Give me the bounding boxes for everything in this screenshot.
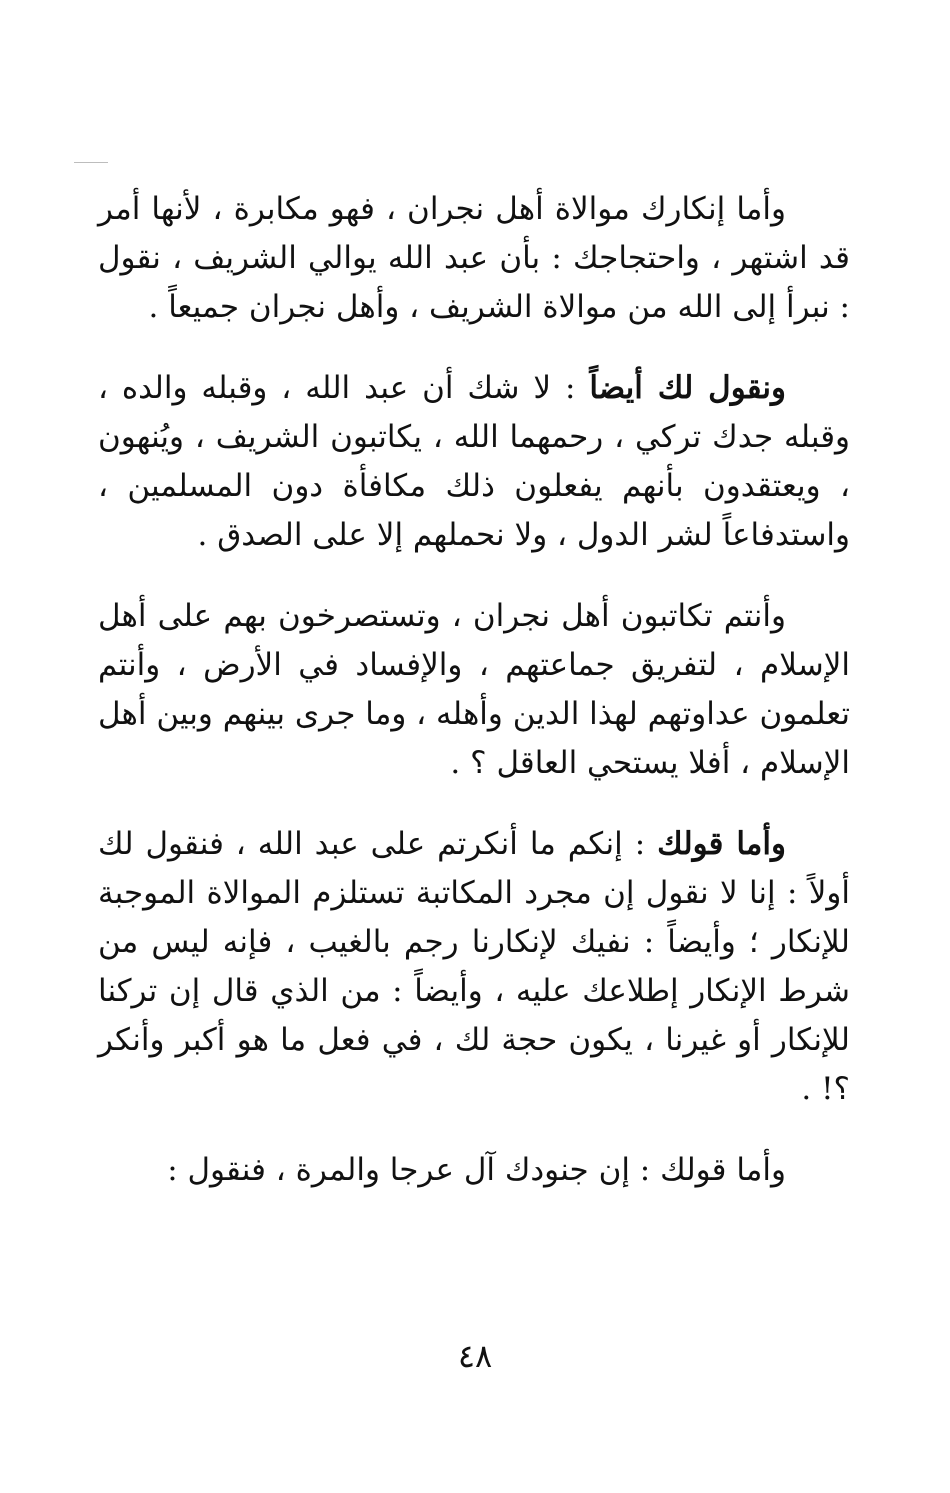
page-edge-mark (74, 162, 108, 163)
paragraph-2-text: : لا شك أن عبد الله ، وقبله والده ، وقبله جدك تركي ، رحمهما الله ، يكاتبون الشريف ، ويُنهون ، ويعتقدون بأنهم يفعلون ذلك مكافأة دون المسلمين ، واستدفاعاً لشر الدول ، ولا نحملهم إلا على الصدق . (98, 370, 850, 553)
paragraph-1 (98, 185, 850, 332)
paragraph-2-lead: ونقول لك أيضاً (589, 370, 786, 406)
paragraph-2 (98, 364, 850, 560)
paragraph-4 (98, 820, 850, 1114)
paragraph-3 (98, 592, 850, 788)
paragraph-3-text: وأنتم تكاتبون أهل نجران ، وتستصرخون بهم على أهل الإسلام ، لتفريق جماعتهم ، والإفساد في الأرض ، وأنتم تعلمون عداوتهم لهذا الدين وأهله ، وما جرى بينهم وبين أهل الإسلام ، أفلا يستحي العاقل ؟ . (98, 598, 850, 781)
page-body-text (98, 185, 850, 1195)
paragraph-1-text: وأما إنكارك موالاة أهل نجران ، فهو مكابرة ، لأنها أمر قد اشتهر ، واحتجاجك : بأن عبد الله يوالي الشريف ، نقول : نبرأ إلى الله من موالاة الشريف ، وأهل نجران جميعاً . (98, 191, 850, 325)
paragraph-5-text: وأما قولك : إن جنودك آل عرجا والمرة ، فنقول : (167, 1152, 786, 1188)
paragraph-4-lead: وأما قولك (657, 826, 786, 862)
paragraph-5 (98, 1146, 850, 1195)
page-number: ٤٨ (457, 1337, 493, 1375)
paragraph-4-text: : إنكم ما أنكرتم على عبد الله ، فنقول لك أولاً : إنا لا نقول إن مجرد المكاتبة تستلزم الموالاة الموجبة للإنكار ؛ وأيضاً : نفيك لإنكارنا رجم بالغيب ، فإنه ليس من شرط الإنكار إطلاعك عليه ، وأيضاً : من الذي قال إن تركنا للإنكار أو غيرنا ، يكون حجة لك ، في فعل ما هو أكبر وأنكر ؟! . (98, 826, 850, 1107)
